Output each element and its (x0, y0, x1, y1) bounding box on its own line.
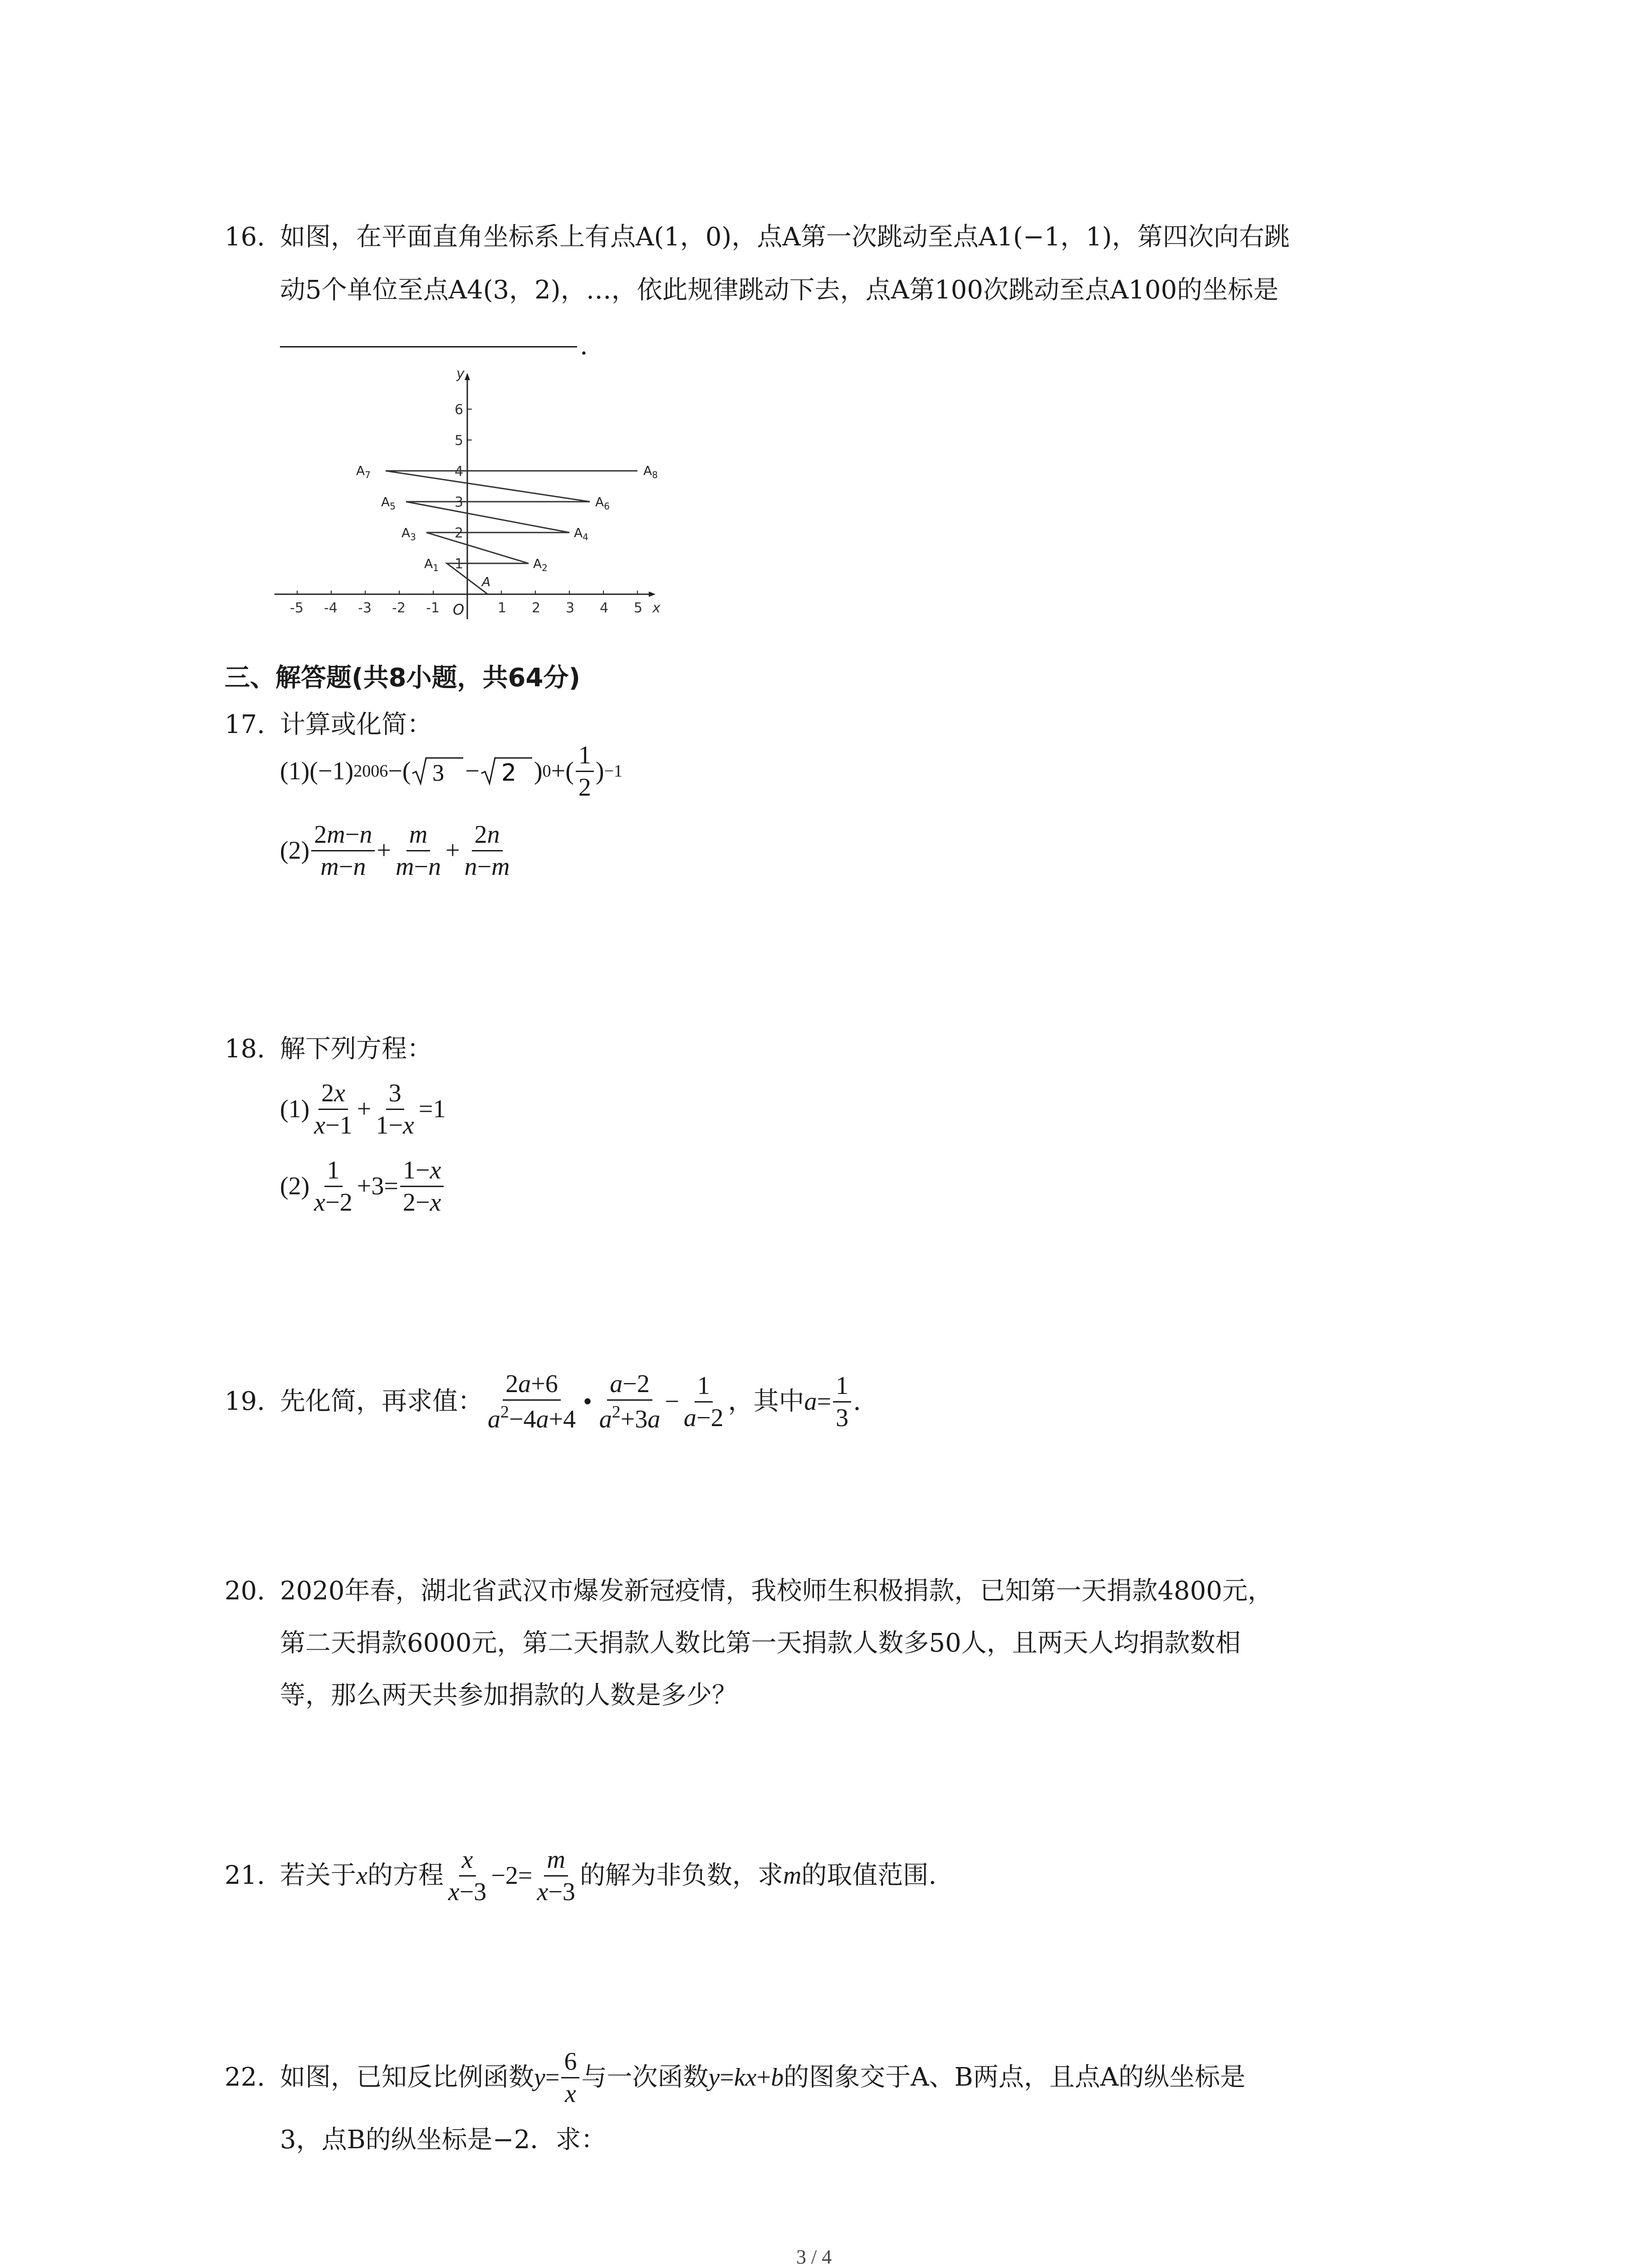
y-tick-label: 6 (455, 402, 464, 418)
svg-text:3: 3 (432, 760, 445, 786)
y-tick-label: 5 (455, 433, 464, 449)
q20-line1: 2020年春，湖北省武汉市爆发新冠疫情，我校师生积极捐款，已知第一天捐款4800元， (280, 1576, 1274, 1606)
q17-part2: (2) $\frac{2m-n}{m-n}$ + $\frac{m}{m-n}$ + $\frac{2n}{n-m}$ (280, 820, 510, 881)
point-label-a2: $A_2$ (533, 556, 548, 573)
point-label-a1: $A_1$ (424, 556, 439, 573)
y-axis-arrow (465, 373, 470, 380)
x-tick-label: 1 (498, 600, 507, 616)
jump-figure (272, 367, 662, 626)
x-axis-arrow (649, 591, 656, 597)
y-axis-label: y (456, 366, 465, 382)
q22-line2: 3，点B的纵坐标是−2．求： (280, 2125, 607, 2155)
q16-number: 16. (225, 222, 265, 252)
x-tick-label: 4 (600, 600, 609, 616)
y-tick-label: 2 (455, 525, 464, 541)
x-tick-label: -3 (358, 600, 372, 616)
q18-number: 18. (225, 1034, 265, 1064)
x-tick-label: -5 (290, 600, 304, 616)
q18-part2: (2) $\frac{1}{x-2}$ +3= $\frac{1-x}{2-x}$ (280, 1148, 446, 1225)
q22-line1: 22. 如图，已知反比例函数 y = $\frac{6}{x}$ 与一次函数 y = kx + b 的图象交于A、B两点，且点A的纵坐标是 (225, 2047, 1246, 2108)
section-title: 三、解答题(共8小题，共64分) (225, 663, 581, 693)
q20-line2: 第二天捐款6000元，第二天捐款人数比第一天捐款人数多50人，且两天人均捐款数相 (280, 1628, 1241, 1658)
point-label-a6: $A_6$ (595, 494, 610, 512)
point-label-a5: $A_5$ (381, 494, 396, 512)
y-tick-label: 3 (455, 494, 464, 510)
q16-line1: 如图，在平面直角坐标系上有点A(1，0)，点A第一次跳动至点A1(−1，1)，第四次向右跳 (280, 222, 1290, 252)
x-tick-label: 3 (566, 600, 575, 616)
y-tick-label: 4 (455, 464, 464, 479)
svg-text:2: 2 (501, 759, 517, 787)
page-number: 3 / 4 (796, 2246, 832, 2268)
x-tick-label: 2 (532, 600, 541, 616)
answer-blank (280, 346, 577, 347)
q17-part1: (1) (−1) 2006 −( 3 − 2 ) 0 +( $\frac{1}{2}$ ) −1 (280, 741, 622, 802)
point-label-a: A (482, 574, 491, 589)
q18-text: 解下列方程： (280, 1034, 432, 1064)
x-tick-label: -2 (392, 600, 406, 616)
q20-number: 20. (225, 1576, 265, 1606)
sqrt3-symbol (411, 755, 465, 787)
x-axis-label: x (652, 600, 661, 616)
point-label-a4: $A_4$ (574, 525, 588, 543)
jump-path (386, 471, 637, 594)
sqrt2-symbol (480, 755, 534, 787)
answer-blank-period: . (580, 331, 588, 361)
q17-number: 17. (225, 710, 265, 739)
point-label-a3: $A_3$ (402, 525, 416, 543)
q20-line3: 等，那么两天共参加捐款的人数是多少？ (280, 1681, 737, 1710)
point-label-a7: $A_7$ (356, 463, 371, 480)
origin-label: O (453, 601, 465, 618)
x-tick-label: -1 (426, 600, 440, 616)
point-label-a8: $A_8$ (643, 463, 658, 480)
q17-text: 计算或化简： (280, 710, 432, 739)
q18-part1: (1) $\frac{2x}{x-1}$ + $\frac{3}{1-x}$ =1 (280, 1079, 446, 1139)
x-tick-label: 5 (634, 600, 643, 616)
q19: 19. 先化简，再求值： $\frac{2a+6}{a^2-4a+4}$ • $\frac{a-2}{a^2+3a}$ − $\frac{1}{a-2}$ ，其中 a = $\frac{1}{3}$ . (225, 1370, 861, 1433)
x-tick-label: -4 (324, 600, 338, 616)
y-tick-label: 1 (455, 556, 464, 572)
q16-line2: 动5个单位至点A4(3，2)，…，依此规律跳动下去，点A第100次跳动至点A100的坐标是 (280, 275, 1279, 305)
q21: 21. 若关于 x 的方程 $\frac{x}{x-3}$ −2= $\frac{m}{x-3}$ 的解为非负数，求 m 的取值范围. (225, 1845, 937, 1906)
